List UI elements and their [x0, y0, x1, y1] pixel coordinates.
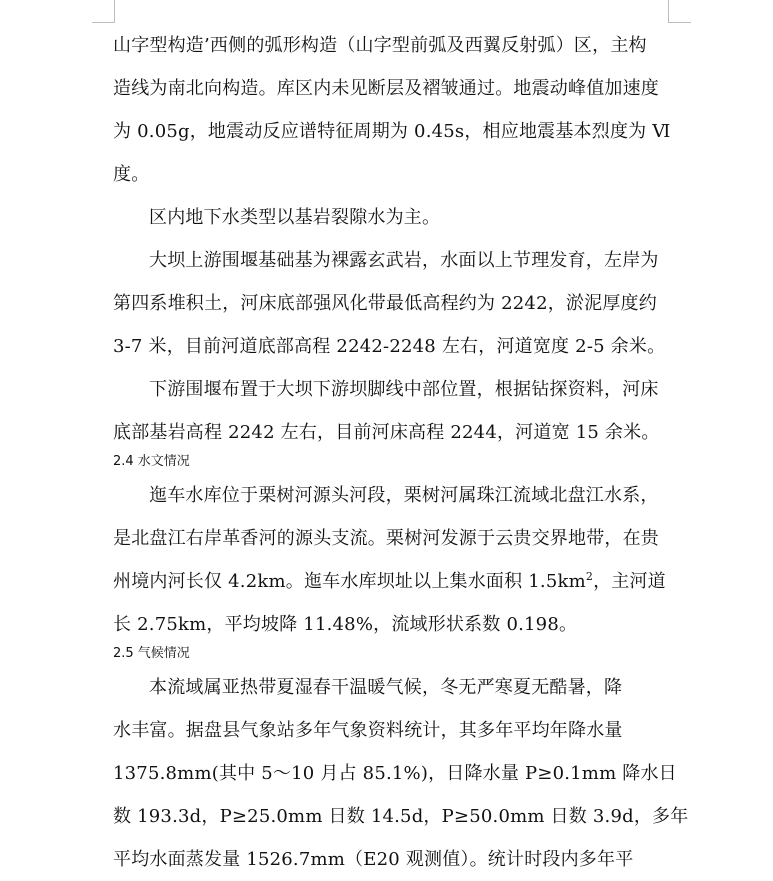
text-line: 1375.8mm(其中 5～10 月占 85.1%)，日降水量 P≥0.1mm 降水日	[113, 763, 677, 784]
paragraph-climate	[113, 666, 689, 881]
text-line: 下游围堰布置于大坝下游坝脚线中部位置，根据钻探资料，河床	[149, 379, 659, 400]
page-corner-mark-left	[92, 0, 115, 23]
text-line: 水丰富。据盘县气象站多年气象资料统计，其多年平均年降水量	[113, 720, 623, 741]
text-line: 度。	[113, 164, 150, 185]
text-line: 区内地下水类型以基岩裂隙水为主。	[149, 207, 441, 228]
text-line: 山字型构造’西侧的弧形构造（山字型前弧及西翼反射弧）区，主构	[113, 35, 647, 56]
paragraph-downstream-cofferdam	[113, 368, 669, 454]
text-line	[113, 560, 669, 603]
text-line: 迤车水库位于栗树河源头河段，栗树河属珠江流域北盘江水系，	[149, 485, 659, 506]
paragraph-geology	[113, 24, 669, 196]
text-line: 底部基岩高程 2242 左右，目前河床高程 2244，河道宽 15 余米。	[113, 422, 660, 443]
paragraph-hydrology	[113, 474, 669, 646]
text-line: 第四系堆积土，河床底部强风化带最低高程约为 2242，淤泥厚度约	[113, 293, 657, 314]
text-line: 本流域属亚热带夏湿春干温暖气候，冬无严寒夏无酷暑，降	[149, 677, 623, 698]
text-line: 数 193.3d，P≥25.0mm 日数 14.5d，P≥50.0mm 日数 3.9d，多年	[113, 806, 689, 827]
text-segment: ，主河道	[593, 571, 666, 592]
text-line: 3-7 米，目前河道底部高程 2242-2248 左右，河道宽度 2-5 余米。	[113, 336, 666, 357]
superscript-2: 2	[585, 570, 594, 583]
text-line: 是北盘江右岸革香河的源头支流。栗树河发源于云贵交界地带，在贵	[113, 528, 659, 549]
paragraph-groundwater	[113, 196, 669, 239]
text-line: 大坝上游围堰基础基为裸露玄武岩，水面以上节理发育，左岸为	[149, 250, 659, 271]
text-segment: 州境内河长仅 4.2km。迤车水库坝址以上集水面积 1.5km	[113, 571, 586, 592]
text-line: 为 0.05g，地震动反应谱特征周期为 0.45s，相应地震基本烈度为 Ⅵ	[113, 121, 671, 142]
section-heading-climate: 2.5 气候情况	[113, 646, 190, 661]
section-heading-hydrology: 2.4 水文情况	[113, 454, 190, 469]
text-line: 长 2.75km，平均坡降 11.48%，流域形状系数 0.198。	[113, 614, 578, 635]
paragraph-upstream-cofferdam	[113, 239, 669, 368]
text-line: 造线为南北向构造。库区内未见断层及褶皱通过。地震动峰值加速度	[113, 78, 659, 99]
text-line: 平均水面蒸发量 1526.7mm（E20 观测值）。统计时段内多年平	[113, 849, 634, 870]
page-corner-mark-right	[668, 0, 691, 23]
document-page	[113, 24, 689, 881]
